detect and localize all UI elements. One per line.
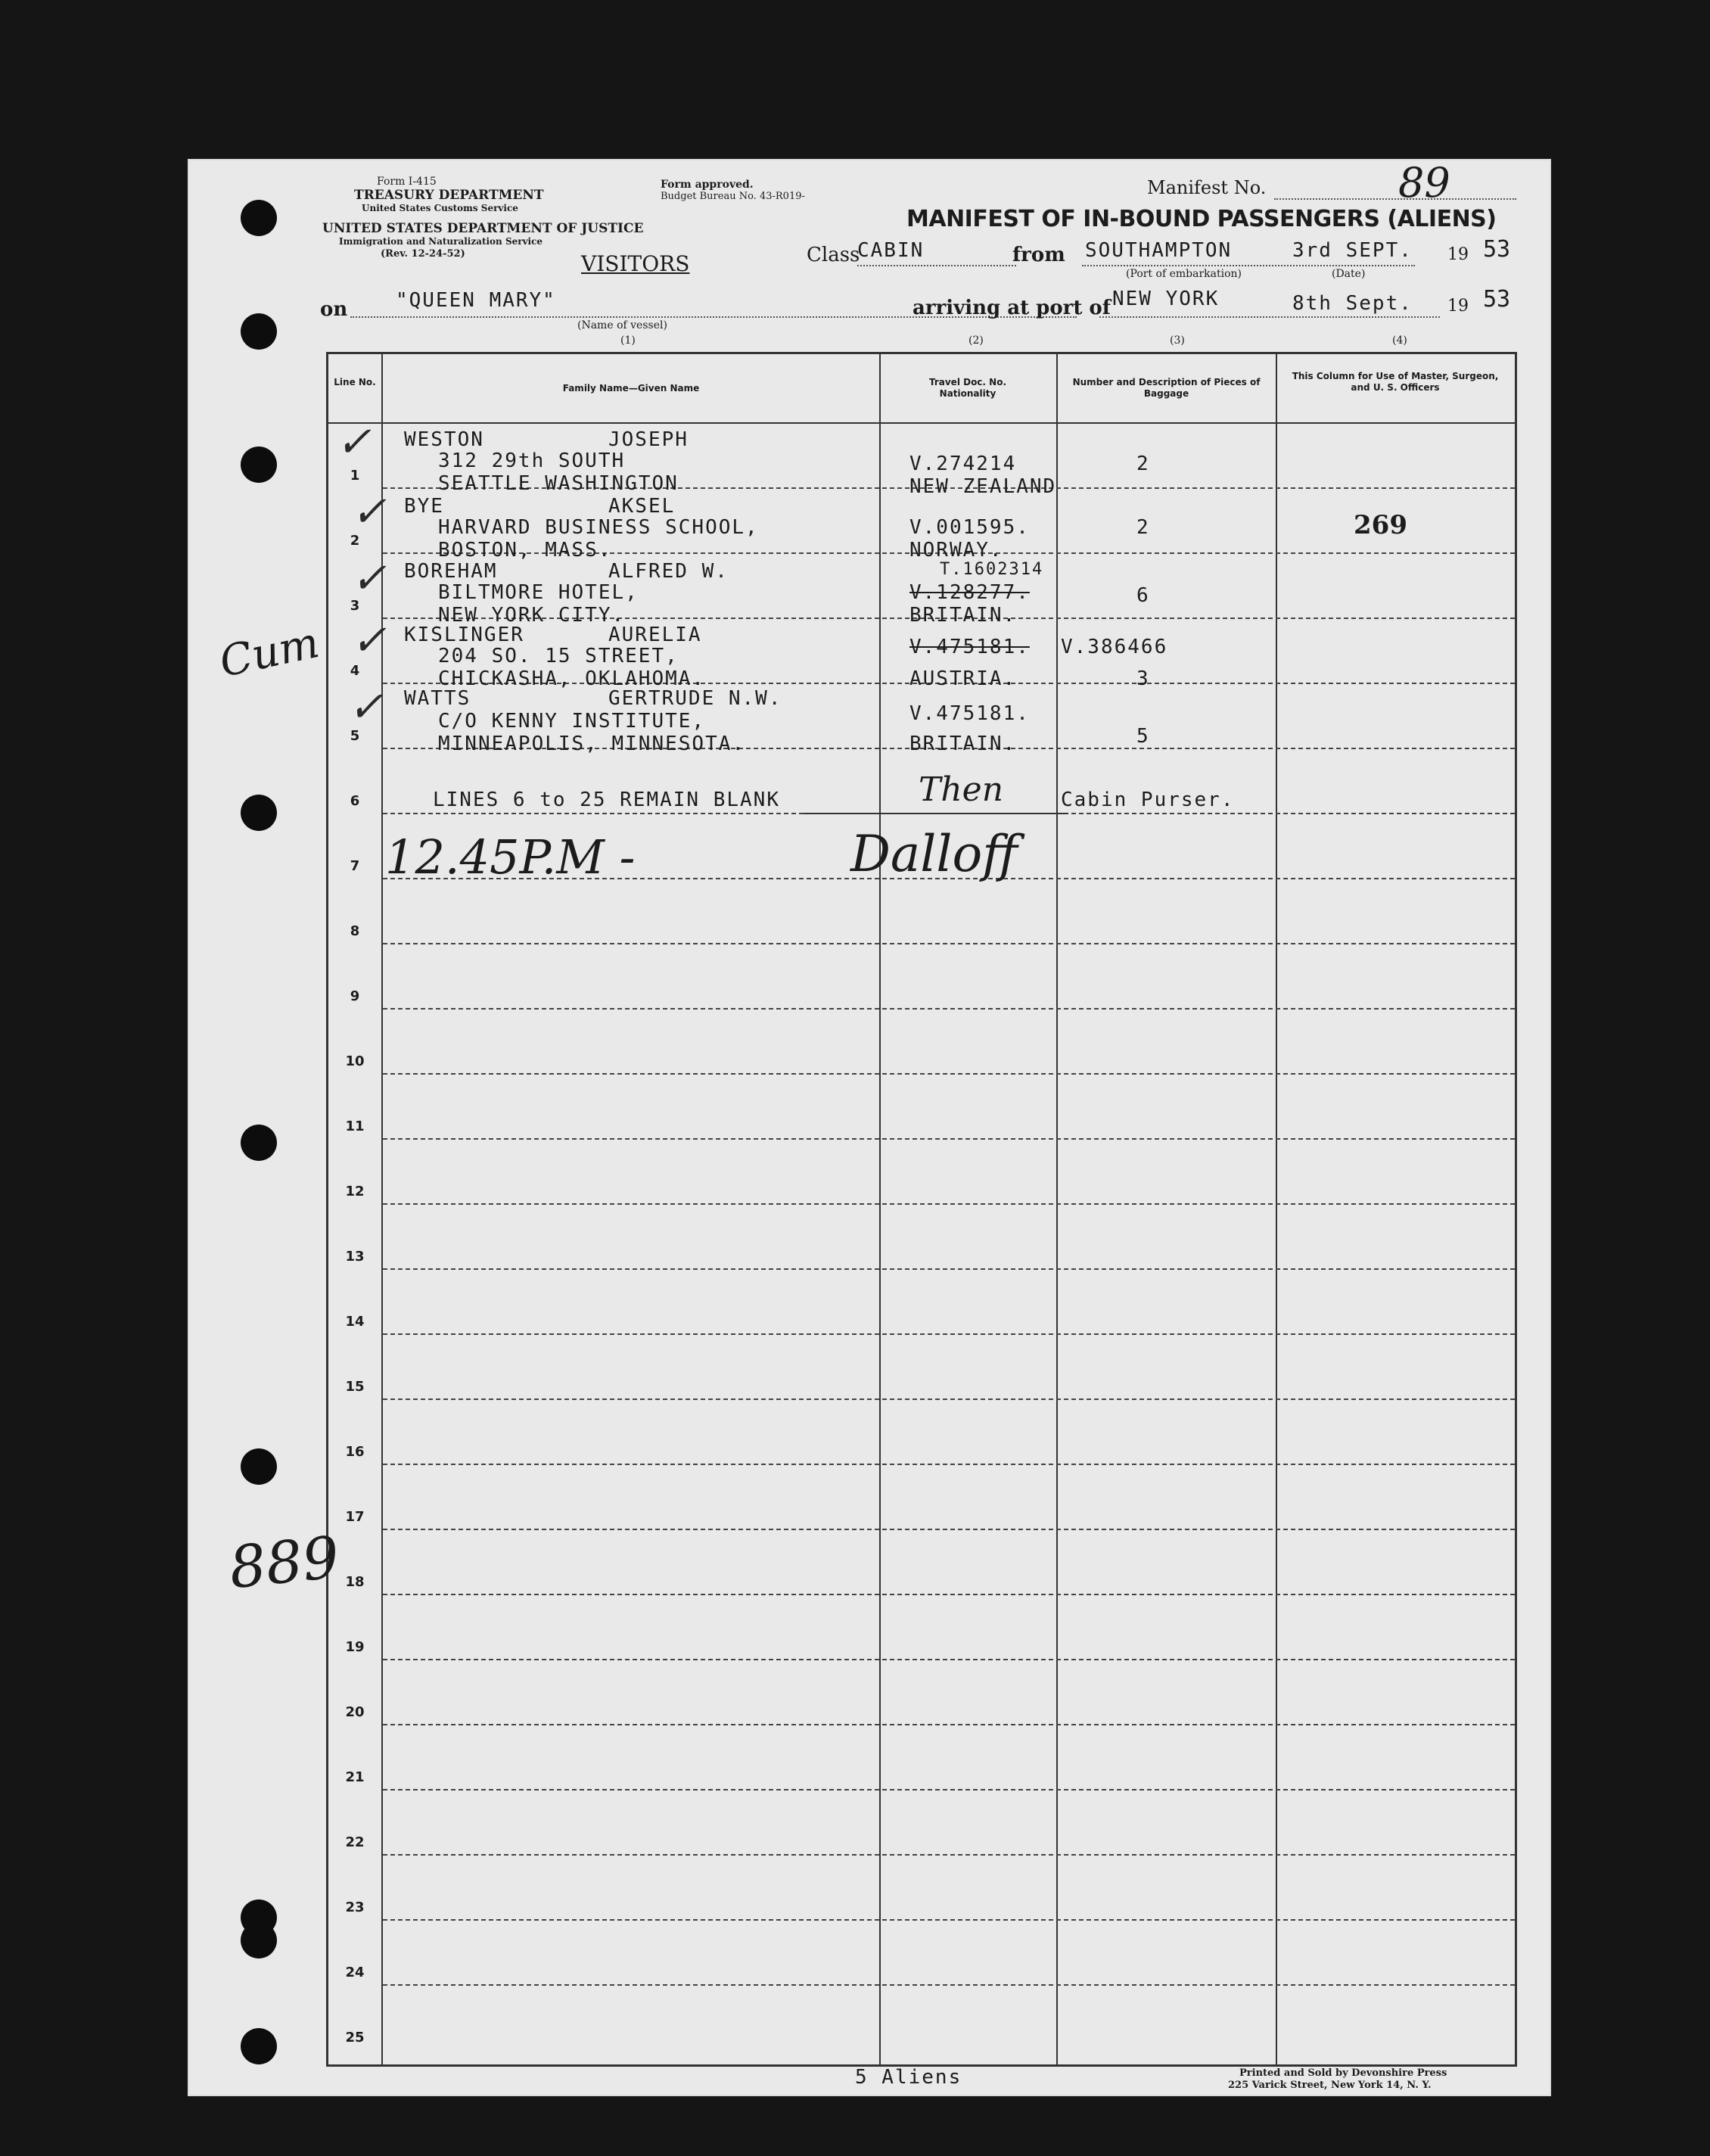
purser-label: Cabin Purser. xyxy=(1061,789,1235,811)
col-num-1: (1) xyxy=(620,334,636,347)
line-number: 9 xyxy=(350,988,360,1004)
row-divider xyxy=(383,1789,1515,1790)
line-number: 25 xyxy=(345,2030,365,2046)
row-divider xyxy=(383,1203,1515,1205)
printer-line-2: 225 Varick Street, New York 14, N. Y. xyxy=(1228,2080,1432,2091)
row-divider xyxy=(383,1919,1515,1921)
on-label: on xyxy=(320,298,348,321)
visitors-label: VISITORS xyxy=(581,251,690,276)
punch-hole xyxy=(241,200,277,236)
vessel-caption: (Name of vessel) xyxy=(577,319,667,331)
row-divider xyxy=(383,1594,1515,1595)
header-name: Family Name—Given Name xyxy=(562,383,700,394)
line-number: 20 xyxy=(345,1704,365,1720)
passenger-table: Line No. Family Name—Given Name Travel Doc. No. Nationality Number and Description of Pieces of Baggage This Column for Use of Master, Surgeon, and U. S. Officers 1 2 3 4 5 6 7 8 9 10 11 12 13 14 15 16 17 18 19 20 21 22 23 24 25 WESTON JOSEPH 312 29th SOUTH SEATTLE WASHINGTON V.274214 NEW ZEALAND 2 BYE AKSEL HARVARD BUSINESS SCHOOL, BOSTON, MASS. V.001595. NORWAY. 2 269 BOREHAM ALFRED W. BILTMORE HOTEL, NEW YORK CITY. T.1602314 V.128277. BRITAIN. 6 KISLINGER AURELIA 204 SO. 15 STREET, CHICKASHA, OKLAHOMA. V.475181. V.386466 AUSTRIA. 3 WATTS GERTRUDE N.W. C/O KENNY INSTITUTE, MINNEAPOLIS, MINNESOTA. V.475181. BRITAIN. 5 ✓ ✓ ✓ ✓ ✓ LINES 6 to 25 REMAIN BLANK Then Cabin Purser. 12.45P.M - Dalloff xyxy=(326,352,1517,2067)
line-number: 16 xyxy=(345,1444,365,1460)
row-divider xyxy=(383,1724,1515,1725)
col-num-2: (2) xyxy=(968,334,984,347)
header-travel-doc: Travel Doc. No. Nationality xyxy=(928,377,1007,399)
row-divider xyxy=(383,1138,1515,1140)
line-number: 13 xyxy=(345,1249,365,1265)
line-number: 24 xyxy=(345,1965,365,1980)
check-mark-2: ✓ xyxy=(351,487,387,537)
from-label: from xyxy=(1012,244,1065,266)
punch-hole xyxy=(241,313,277,350)
purser-signature: Then xyxy=(919,770,1004,809)
time-note: 12.45P.M - xyxy=(385,829,636,885)
year-2: 53 xyxy=(1483,286,1511,313)
line-number: 19 xyxy=(345,1639,365,1655)
row-divider xyxy=(383,943,1515,944)
form-approved: Form approved. xyxy=(661,179,754,191)
row-divider xyxy=(383,1333,1515,1335)
vessel-name: "QUEEN MARY" xyxy=(396,289,556,312)
line-number: 4 xyxy=(350,663,360,679)
punch-hole xyxy=(241,1448,277,1485)
port-embark-caption: (Port of embarkation) xyxy=(1126,268,1242,280)
line-number: 1 xyxy=(350,468,360,484)
line-number: 2 xyxy=(350,533,360,549)
line-number: 15 xyxy=(345,1379,365,1395)
line-number: 10 xyxy=(345,1053,365,1069)
line-number: 11 xyxy=(345,1118,365,1134)
line-number: 21 xyxy=(345,1769,365,1785)
punch-hole xyxy=(241,1922,277,1958)
check-mark-3: ✓ xyxy=(351,554,387,603)
header-baggage: Number and Description of Pieces of Baggage xyxy=(1072,377,1261,399)
check-mark-1: ✓ xyxy=(336,418,372,467)
row-divider xyxy=(383,1398,1515,1400)
line-number: 3 xyxy=(350,598,360,614)
form-number: Form I-415 xyxy=(377,176,437,188)
line-number: 6 xyxy=(350,793,360,809)
class-label: Class xyxy=(807,244,860,266)
line-number: 22 xyxy=(345,1834,365,1850)
check-mark-4: ✓ xyxy=(351,616,387,665)
ins-service: Immigration and Naturalization Service xyxy=(339,236,543,247)
col-num-4: (4) xyxy=(1392,334,1407,347)
manifest-page xyxy=(188,159,1551,2096)
row-divider xyxy=(383,1268,1515,1270)
row-divider xyxy=(383,1984,1515,1986)
from-date: 3rd SEPT. xyxy=(1292,239,1413,262)
blank-lines-note: LINES 6 to 25 REMAIN BLANK xyxy=(433,789,780,811)
arrival-port: NEW YORK xyxy=(1112,288,1220,310)
line-number: 12 xyxy=(345,1184,365,1199)
punch-hole xyxy=(241,1125,277,1161)
class-value: CABIN xyxy=(857,239,925,262)
header-line-no: Line No. xyxy=(334,377,376,387)
manifest-no-label: Manifest No. xyxy=(1147,177,1267,198)
line-number: 14 xyxy=(345,1314,365,1330)
margin-note-cum: Cum xyxy=(215,618,324,688)
row-divider xyxy=(383,1008,1515,1010)
officer-note-269: 269 xyxy=(1354,510,1407,540)
row-divider xyxy=(383,1464,1515,1465)
treasury-dept: TREASURY DEPARTMENT xyxy=(354,188,544,203)
line-number: 5 xyxy=(350,728,360,744)
row-divider xyxy=(383,1073,1515,1075)
line-number: 18 xyxy=(345,1574,365,1590)
from-port: SOUTHAMPTON xyxy=(1085,239,1233,262)
manifest-title: MANIFEST OF IN-BOUND PASSENGERS (ALIENS) xyxy=(906,206,1497,232)
year-prefix-1: 19 xyxy=(1447,245,1469,264)
customs-service: United States Customs Service xyxy=(362,203,518,213)
line-number: 8 xyxy=(350,923,360,939)
punch-hole xyxy=(241,446,277,483)
justice-dept: UNITED STATES DEPARTMENT OF JUSTICE xyxy=(322,221,644,236)
margin-note-889: 889 xyxy=(225,1523,343,1602)
check-mark-5: ✓ xyxy=(348,683,384,732)
punch-hole xyxy=(241,795,277,831)
manifest-no-value: 89 xyxy=(1398,159,1450,207)
row-divider xyxy=(383,1659,1515,1660)
row-divider xyxy=(383,1529,1515,1530)
col-num-3: (3) xyxy=(1170,334,1185,347)
line-number: 23 xyxy=(345,1899,365,1915)
time-signature: Dalloff xyxy=(850,825,1018,883)
arrival-date: 8th Sept. xyxy=(1292,292,1413,315)
date-caption: (Date) xyxy=(1332,268,1366,280)
header-officers: This Column for Use of Master, Surgeon, and U. S. Officers xyxy=(1292,371,1499,393)
year-prefix-2: 19 xyxy=(1447,297,1469,316)
arriving-label: arriving at port of xyxy=(913,297,1111,319)
punch-hole xyxy=(241,2028,277,2064)
line-number: 17 xyxy=(345,1509,365,1525)
printer-line-1: Printed and Sold by Devonshire Press xyxy=(1239,2067,1447,2079)
revision: (Rev. 12-24-52) xyxy=(381,248,465,260)
line-number: 7 xyxy=(350,858,360,874)
aliens-count: 5 Aliens xyxy=(855,2066,962,2089)
budget-bureau: Budget Bureau No. 43-R019- xyxy=(661,191,805,202)
year-1: 53 xyxy=(1483,236,1511,263)
row-divider xyxy=(383,1854,1515,1856)
